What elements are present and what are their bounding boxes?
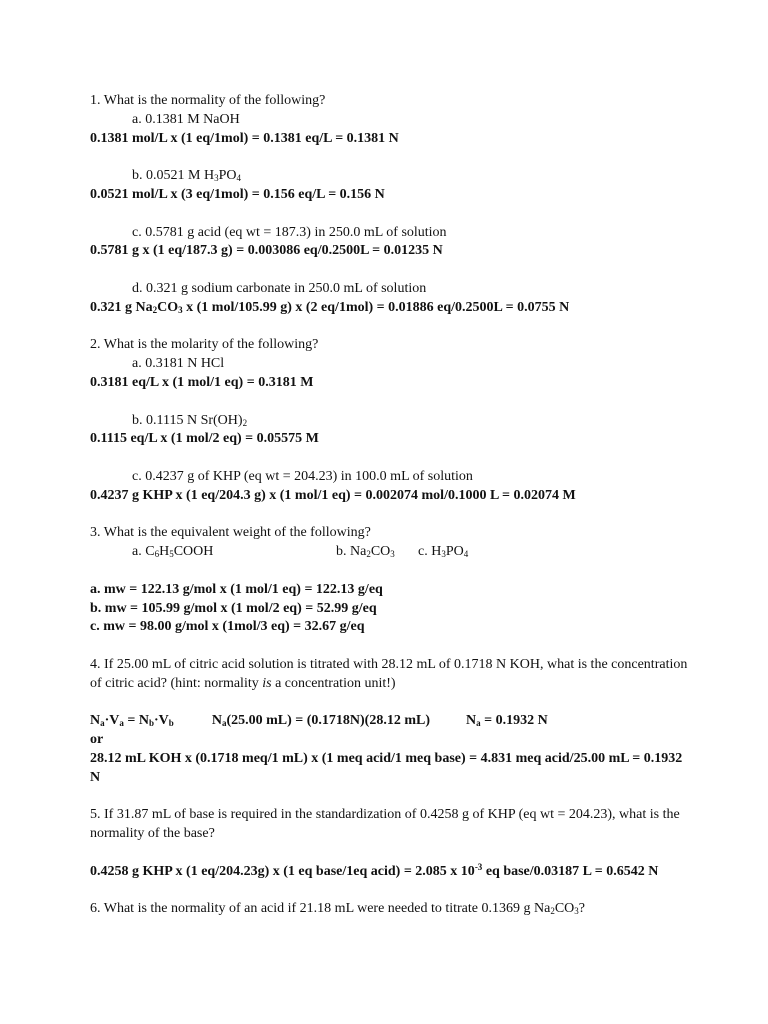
q1-prompt: 1. What is the normality of the following? (90, 93, 326, 108)
q2a-answer: 0.3181 eq/L x (1 mol/1 eq) = 0.3181 M (90, 374, 314, 390)
q2a-label: a. 0.3181 N HCl (132, 356, 225, 372)
q2c-answer: 0.4237 g KHP x (1 eq/204.3 g) x (1 mol/1 eq) = 0.002074 mol/0.1000 L = 0.02074 M (90, 487, 576, 503)
q1c-label: c. 0.5781 g acid (eq wt = 187.3) in 250.0 mL of solution (132, 224, 447, 240)
q3-options (90, 543, 690, 562)
q3-prompt: 3. What is the equivalent weight of the following? (90, 525, 371, 541)
q4-or: or (90, 732, 104, 748)
q1c-answer: 0.5781 g x (1 eq/187.3 g) = 0.003086 eq/0.2500L = 0.01235 N (90, 243, 443, 259)
q3b-option: b. $Na_2CO_3$ (336, 544, 395, 560)
q2c-label: c. 0.4237 g of KHP (eq wt = 204.23) in 100.0 mL of solution (132, 468, 473, 484)
document-page (90, 92, 690, 919)
q1d-label: d. 0.321 g sodium carbonate in 250.0 mL of solution (132, 280, 427, 296)
q3a-answer: a. mw = 122.13 g/mol x (1 mol/1 eq) = 122.13 g/eq (90, 581, 383, 597)
q4-alt-answer: 28.12 mL KOH x (0.1718 meq/1 mL) x (1 meq acid/1 meq base) = 4.831 meq acid/25.00 mL = 0.1932 N (90, 750, 683, 785)
q3c-option: c. $H_3PO_4$ (418, 544, 469, 560)
q5-prompt: 5. If 31.87 mL of base is required in the standardization of 0.4258 g of KHP (eq wt = 204.23), what is the normality of the base? (90, 807, 680, 842)
q2b-label: b. 0.1115 N $Sr(OH)_2$ (132, 412, 248, 428)
q1d-answer: 0.321 g $Na_2CO_3$ x (1 mol/105.99 g) x (2 eq/1mol) = 0.01886 eq/0.2500L = 0.0755 N (90, 299, 570, 315)
q2-prompt: 2. What is the molarity of the following? (90, 337, 319, 353)
q5-answer: 0.4258 g KHP x (1 eq/204.23g) x (1 eq base/1eq acid) = 2.085 x $10^{-3}$ eq base/0.03187 L = 0.6542 N (90, 861, 659, 879)
q1b-answer: 0.0521 mol/L x (3 eq/1mol) = 0.156 eq/L = 0.156 N (90, 186, 385, 202)
q1a-answer: 0.1381 mol/L x (1 eq/1mol) = 0.1381 eq/L = 0.1381 N (90, 130, 399, 146)
q3b-answer: b. mw = 105.99 g/mol x (1 mol/2 eq) = 52.99 g/eq (90, 600, 377, 616)
q2b-answer: 0.1115 eq/L x (1 mol/2 eq) = 0.05575 M (90, 431, 319, 447)
q4-equation: $N_a\cdot V_a = N_b\cdot V_b$ $N_a(25.00$ mL) = (0.1718N)(28.12 mL) $N_a = 0.1932$ N (90, 713, 548, 729)
q6-prompt: 6. What is the normality of an acid if 21.18 mL were needed to titrate 0.1369 g $Na_2CO_3$? (90, 901, 585, 917)
q1b-label: b. 0.0521 M $H_3PO_4$ (132, 168, 241, 184)
q3c-answer: c. mw = 98.00 g/mol x (1mol/3 eq) = 32.67 g/eq (90, 619, 365, 635)
q1a-label: a. 0.1381 M NaOH (132, 111, 240, 127)
q3a-option: a. $C_6H_5COOH$ (132, 544, 214, 560)
q4-prompt: 4. If 25.00 mL of citric acid solution is titrated with 28.12 mL of 0.1718 N KOH, what is the concentration of citric acid? (hint: normality is a concentration unit!) (90, 656, 688, 691)
